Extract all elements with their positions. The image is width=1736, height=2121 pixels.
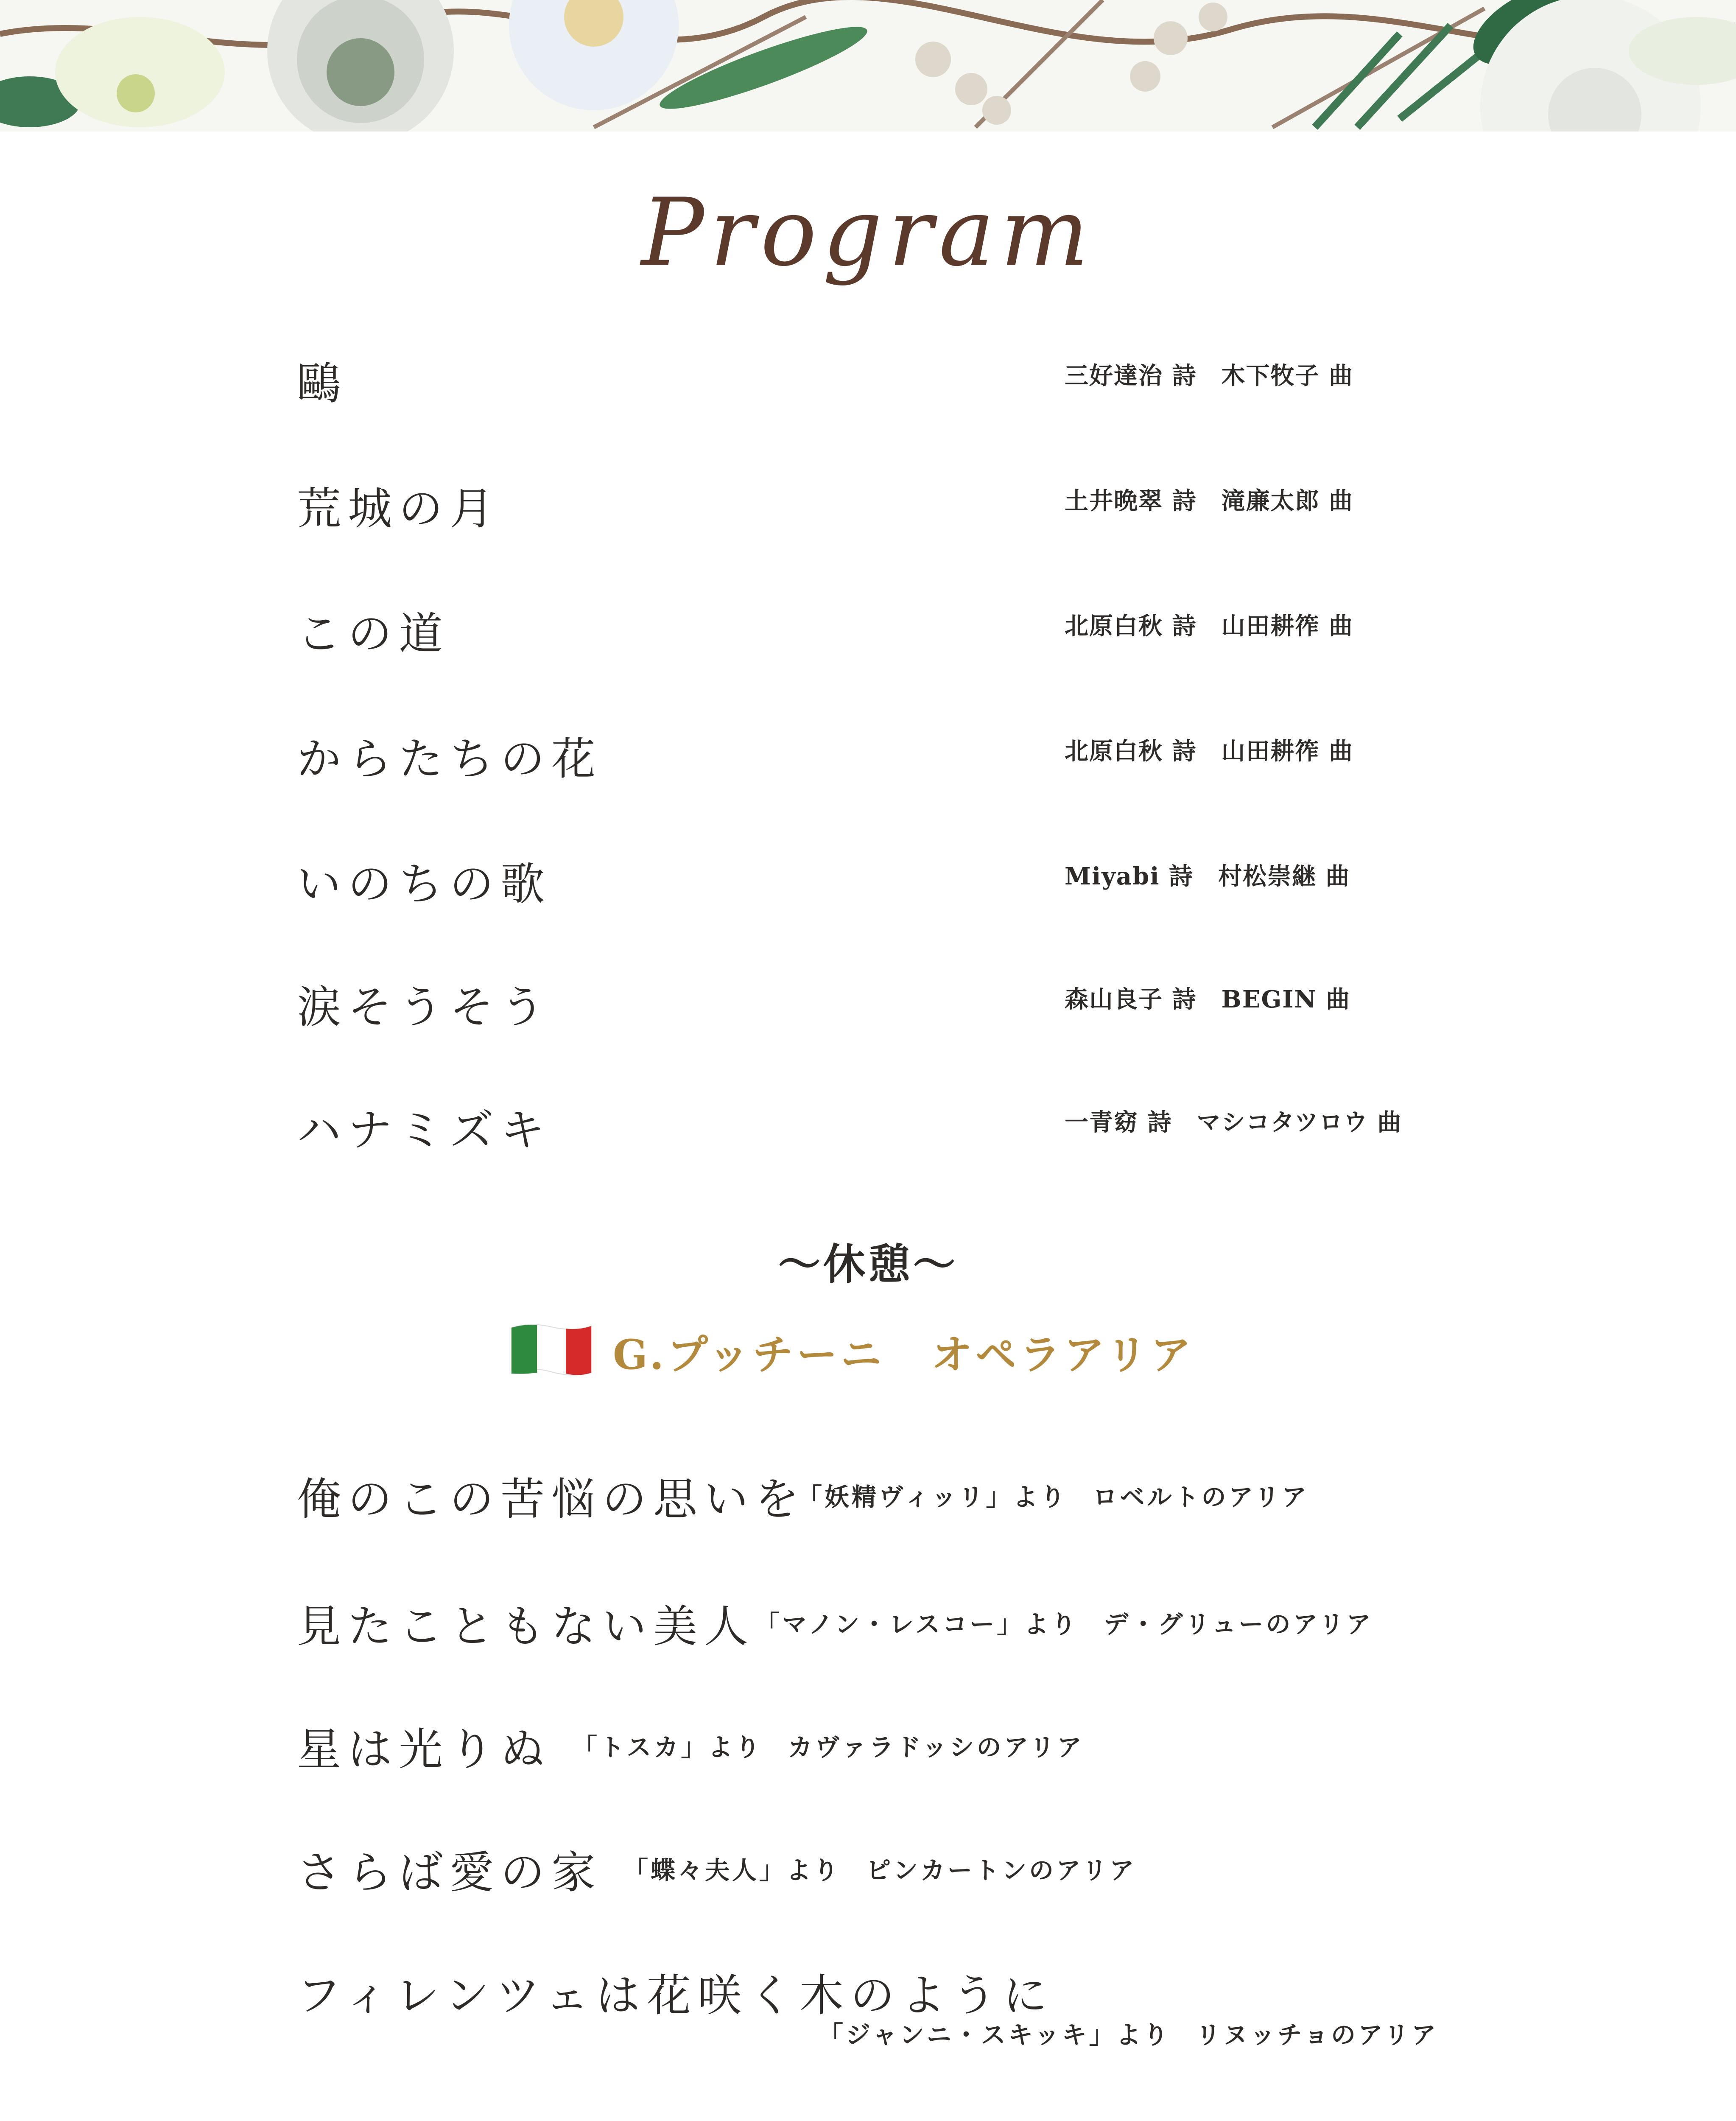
italian-flag-icon: [509, 1319, 594, 1379]
song-lyricist: 北原白秋 詩: [1065, 737, 1197, 765]
song-lyricist: 三好達治 詩: [1065, 362, 1197, 390]
song-credit: [1065, 733, 1353, 767]
song-title: いのちの歌: [297, 858, 552, 910]
song-lyricist: 一青窈 詩: [1065, 1108, 1172, 1136]
song-lyricist: 森山良子 詩: [1065, 985, 1197, 1013]
aria-role: リヌッチョのアリア: [1196, 2020, 1439, 2049]
aria-source: [623, 1850, 1137, 1886]
aria-title: フィレンツェは花咲く木のように: [297, 1970, 1054, 2021]
song-composer: BEGIN 曲: [1221, 985, 1351, 1013]
aria-title: 俺のこの苦悩の思いを: [297, 1473, 806, 1525]
song-composer: 木下牧子 曲: [1221, 362, 1353, 390]
aria-opera: 「妖精ヴィッリ」より: [797, 1483, 1068, 1511]
song-credit: [1065, 981, 1350, 1015]
aria-role: デ・グリューのアリア: [1104, 1610, 1374, 1639]
song-credit: [1065, 1104, 1402, 1138]
opera-section-label: [613, 1323, 1194, 1381]
aria-source: [573, 1727, 1084, 1763]
aria-title: [297, 2117, 704, 2121]
aria-opera: 「蝶々夫人」より: [623, 1856, 841, 1885]
song-lyricist: 北原白秋 詩: [1065, 612, 1197, 640]
aria-source: [755, 1604, 1373, 1640]
song-credit: [1065, 357, 1353, 391]
song-credit: [1065, 607, 1353, 641]
song-title: 涙そうそう: [297, 981, 552, 1033]
aria-role: ピンカートンのアリア: [866, 1856, 1137, 1885]
song-title: この道: [297, 608, 450, 660]
song-credit: [1065, 858, 1350, 892]
aria-role: カヴァラドッシのアリア: [788, 1733, 1085, 1762]
song-composer: 山田耕筰 曲: [1221, 612, 1353, 640]
aria-opera: 「ジャンニ・スキッキ」より: [819, 2020, 1171, 2049]
song-lyricist: Miyabi 詩: [1065, 862, 1194, 890]
song-credit: [1065, 482, 1353, 516]
song-title: 荒城の月: [297, 483, 501, 534]
opera-composer: G.プッチーニ: [613, 1331, 885, 1379]
page-title: Program: [641, 178, 1095, 287]
song-composer: マシコタツロウ 曲: [1196, 1108, 1402, 1136]
aria-source: [819, 2015, 1439, 2051]
song-composer: 滝廉太郎 曲: [1221, 487, 1353, 515]
song-title: からたちの花: [297, 733, 603, 785]
song-composer: 村松崇継 曲: [1218, 862, 1350, 890]
song-title: 鷗: [297, 358, 348, 409]
opera-label: オペラアリア: [931, 1331, 1195, 1379]
aria-opera: 「マノン・レスコー」より: [755, 1610, 1079, 1639]
aria-title: 見たこともない美人: [297, 1601, 755, 1652]
aria-opera: 「トスカ」より: [573, 1733, 763, 1762]
aria-source: [797, 1477, 1309, 1513]
intermission-heading: 〜休憩〜: [778, 1239, 958, 1289]
aria-title: 星は光りぬ: [297, 1724, 552, 1775]
song-composer: 山田耕筰 曲: [1221, 737, 1353, 765]
song-lyricist: 土井晩翠 詩: [1065, 487, 1197, 515]
aria-title: さらば愛の家: [297, 1847, 603, 1898]
floral-top-border: [0, 0, 1736, 132]
aria-role: ロベルトのアリア: [1093, 1483, 1309, 1511]
song-title: ハナミズキ: [297, 1104, 552, 1156]
